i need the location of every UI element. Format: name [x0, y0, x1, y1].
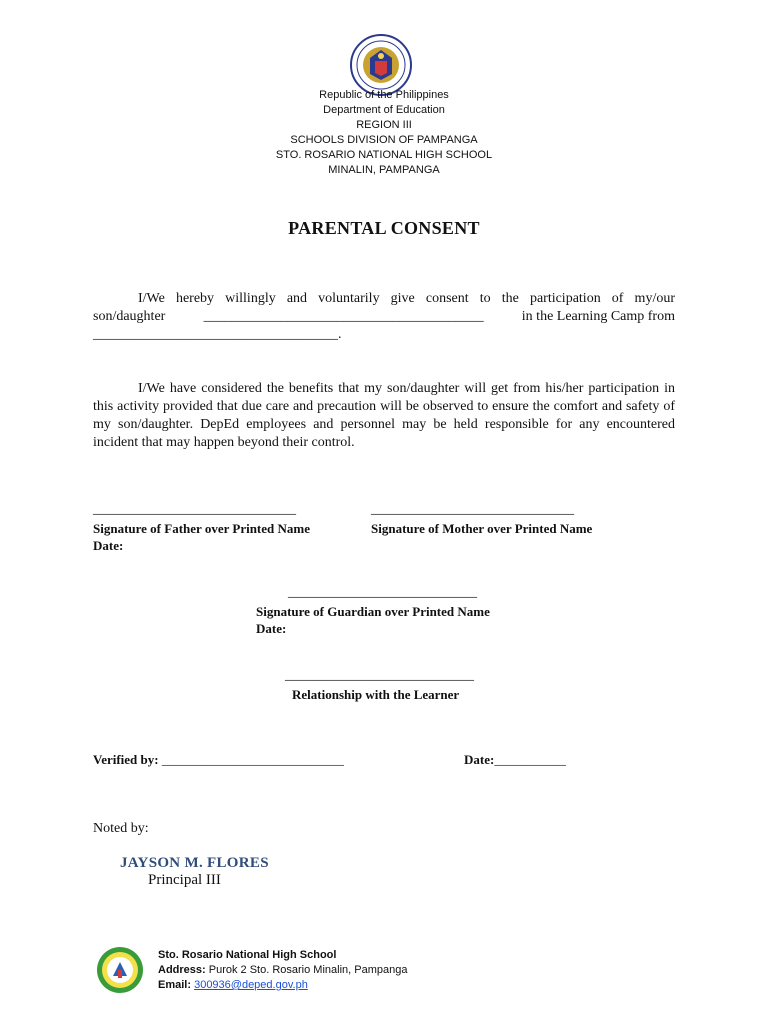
- header-line: Republic of the Philippines: [319, 89, 449, 101]
- footer-school-name: Sto. Rosario National High School: [158, 949, 337, 961]
- verified-date-label: Date:: [464, 752, 495, 767]
- footer-address-value: Purok 2 Sto. Rosario Minalin, Pampanga: [208, 964, 408, 976]
- header-line: MINALIN, PAMPANGA: [328, 164, 440, 176]
- verified-date-row: [464, 752, 566, 768]
- footer-info: [158, 948, 407, 993]
- father-signature-line[interactable]: _____________________________: [93, 502, 296, 517]
- father-date-label: Date:: [93, 538, 124, 553]
- noted-by-label: Noted by:: [93, 821, 149, 836]
- header-line: REGION III: [356, 119, 412, 131]
- principal-position: Principal III: [148, 872, 221, 888]
- son-daughter-label: son/daughter: [93, 309, 166, 324]
- benefits-paragraph: I/We have considered the benefits that my son/daughter will get from his/her participation in this activity provided that due care and precaution will be observed to ensure the comfort and safety of my son/daughter. DepEd employees and personnel may be held responsible for any encountered incident that may happen beyond their control.: [93, 381, 675, 450]
- verified-date-line[interactable]: ___________: [494, 752, 566, 767]
- verified-by-line[interactable]: ____________________________: [161, 752, 344, 767]
- verified-by-label: Verified by:: [93, 752, 159, 767]
- letterhead: [0, 88, 768, 178]
- consent-paragraph: [93, 290, 675, 344]
- guardian-signature-line[interactable]: ___________________________: [288, 585, 477, 600]
- school-logo-icon: [96, 946, 144, 994]
- relationship-line[interactable]: ___________________________: [285, 668, 474, 683]
- header-line: STO. ROSARIO NATIONAL HIGH SCHOOL: [275, 149, 493, 161]
- relationship-label: Relationship with the Learner: [292, 687, 460, 702]
- footer-email: [158, 978, 407, 993]
- learning-camp-text: in the Learning Camp from: [521, 309, 675, 324]
- consent-line-1: I/We hereby willingly and voluntarily give consent to the participation of my/our: [138, 291, 675, 306]
- mother-signature-label: Signature of Mother over Printed Name: [371, 521, 593, 536]
- verified-by-row: [93, 752, 344, 768]
- footer-address: [158, 963, 407, 978]
- document-title: PARENTAL CONSENT: [288, 218, 480, 238]
- guardian-date-label: Date:: [256, 621, 287, 636]
- date-from-blank[interactable]: ___________________________________.: [93, 327, 342, 342]
- consent-line-2: [93, 308, 675, 326]
- footer-email-link[interactable]: 300936@deped.gov.ph: [194, 979, 308, 991]
- header-line: SCHOOLS DIVISION OF PAMPANGA: [290, 134, 478, 146]
- guardian-signature-label: Signature of Guardian over Printed Name: [256, 604, 490, 619]
- footer-email-label: Email:: [158, 979, 192, 991]
- mother-signature-line[interactable]: _____________________________: [371, 502, 574, 517]
- principal-name: JAYSON M. FLORES: [120, 855, 269, 871]
- footer-address-label: Address:: [158, 964, 206, 976]
- header-line: Department of Education: [323, 104, 445, 116]
- learner-name-blank[interactable]: ________________________________________: [203, 309, 484, 324]
- deped-seal-icon: [350, 34, 412, 96]
- father-signature-label: Signature of Father over Printed Name: [93, 521, 310, 536]
